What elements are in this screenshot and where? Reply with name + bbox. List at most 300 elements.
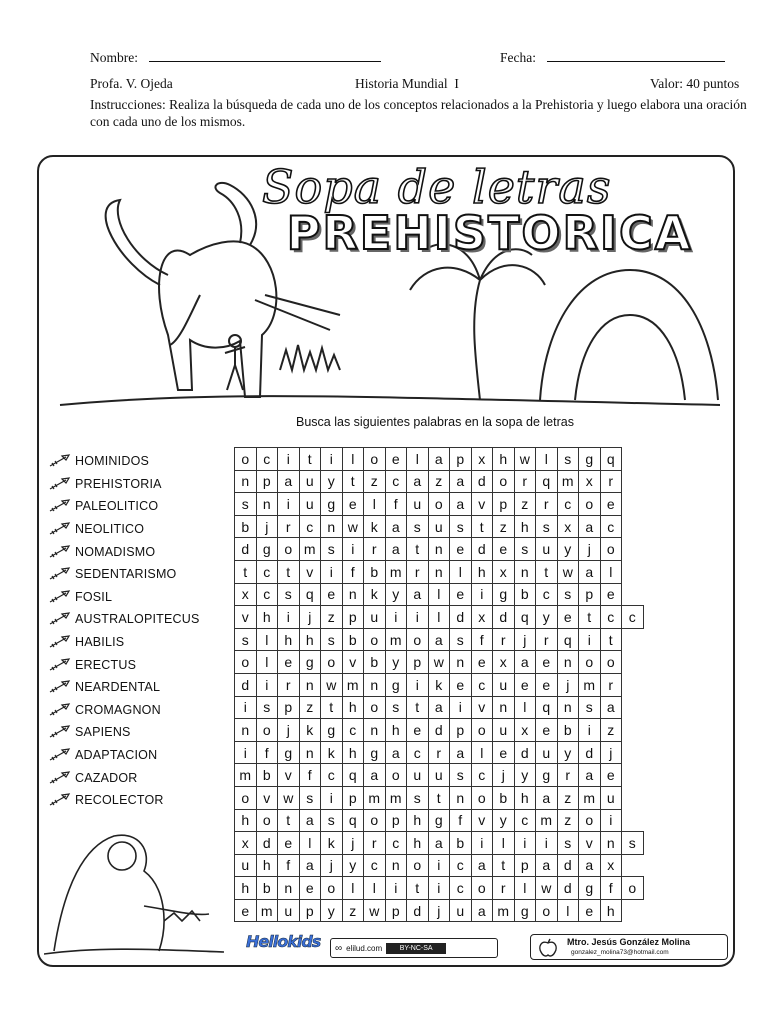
spear-icon: [48, 567, 72, 581]
grid-cell: s: [299, 786, 321, 809]
grid-cell: a: [471, 899, 493, 922]
grid-cell: b: [235, 515, 257, 538]
letter-grid: [234, 447, 644, 922]
grid-cell: v: [579, 832, 601, 855]
grid-cell: v: [471, 696, 493, 719]
grid-cell: z: [600, 719, 622, 742]
grid-cell: z: [493, 515, 515, 538]
cave-icon: [540, 270, 718, 400]
word-item: [48, 473, 200, 496]
grid-cell: e: [536, 719, 558, 742]
grid-cell: t: [342, 470, 364, 493]
grid-cell: m: [342, 673, 364, 696]
grid-cell: d: [450, 606, 472, 629]
palm-icon: [474, 280, 480, 400]
grid-cell: v: [299, 560, 321, 583]
grid-cell: i: [471, 832, 493, 855]
grid-cell: w: [428, 651, 450, 674]
grid-cell: h: [407, 809, 429, 832]
grid-cell: y: [557, 741, 579, 764]
word-label: HABILIS: [75, 635, 125, 650]
grid-cell: i: [235, 696, 257, 719]
grid-cell: d: [557, 854, 579, 877]
grid-cell: i: [579, 628, 601, 651]
grid-cell: a: [514, 651, 536, 674]
grid-cell: e: [493, 741, 515, 764]
grid-cell: o: [536, 899, 558, 922]
grid-cell: l: [407, 448, 429, 471]
caveman-illustration: [44, 826, 224, 956]
grid-cell: e: [493, 538, 515, 561]
grid-cell: k: [364, 515, 386, 538]
grid-row: [235, 696, 644, 719]
grid-cell: r: [536, 628, 558, 651]
grid-cell: y: [493, 809, 515, 832]
grid-cell: l: [342, 448, 364, 471]
grid-cell: s: [321, 628, 343, 651]
grid-cell: l: [514, 877, 536, 900]
grid-cell: a: [428, 696, 450, 719]
grid-cell: k: [321, 741, 343, 764]
grid-cell: x: [471, 606, 493, 629]
grid-cell: x: [235, 583, 257, 606]
grid-cell: a: [278, 470, 300, 493]
grid-cell: a: [385, 538, 407, 561]
grid-cell: o: [428, 493, 450, 516]
grid-cell: s: [450, 628, 472, 651]
grid-row: [235, 606, 644, 629]
grid-cell: h: [342, 741, 364, 764]
grid-cell: o: [471, 719, 493, 742]
grid-cell: r: [557, 764, 579, 787]
grid-cell: e: [600, 764, 622, 787]
grid-cell: c: [450, 854, 472, 877]
grid-cell: n: [364, 719, 386, 742]
grid-cell: o: [579, 493, 601, 516]
grid-cell: o: [471, 786, 493, 809]
grid-cell: c: [299, 515, 321, 538]
grid-cell: t: [299, 448, 321, 471]
grid-cell: o: [622, 877, 644, 900]
grid-cell: i: [278, 606, 300, 629]
grid-cell: h: [299, 628, 321, 651]
grid-cell: d: [471, 470, 493, 493]
grid-cell: d: [493, 606, 515, 629]
grid-cell: a: [600, 696, 622, 719]
grid-cell: o: [256, 809, 278, 832]
spear-icon: [48, 703, 72, 717]
word-item: [48, 721, 200, 744]
grid-cell: g: [385, 673, 407, 696]
grid-cell: j: [514, 628, 536, 651]
grid-cell: m: [536, 809, 558, 832]
grid-cell: q: [536, 470, 558, 493]
word-label: FOSIL: [75, 589, 113, 604]
grid-cell: f: [256, 741, 278, 764]
grid-cell: o: [493, 470, 515, 493]
grid-cell: k: [299, 719, 321, 742]
grid-cell: b: [557, 719, 579, 742]
grid-cell: e: [235, 899, 257, 922]
spear-icon: [48, 725, 72, 739]
grid-cell: g: [514, 899, 536, 922]
grid-cell: i: [600, 809, 622, 832]
grid-cell: l: [364, 493, 386, 516]
grid-cell: v: [278, 764, 300, 787]
grid-cell: w: [364, 899, 386, 922]
grid-cell: a: [450, 493, 472, 516]
grid-row: [235, 719, 644, 742]
grid-cell: h: [342, 696, 364, 719]
grid-cell: y: [557, 538, 579, 561]
grid-cell: v: [471, 493, 493, 516]
grid-cell: j: [557, 673, 579, 696]
grid-cell: a: [364, 764, 386, 787]
grid-cell: a: [579, 854, 601, 877]
grid-row: [235, 583, 644, 606]
grid-cell: b: [342, 628, 364, 651]
grid-cell: c: [342, 719, 364, 742]
grid-cell: t: [579, 606, 601, 629]
grid-cell: t: [407, 696, 429, 719]
grid-cell: u: [493, 673, 515, 696]
grid-cell: u: [493, 719, 515, 742]
grid-cell: c: [471, 764, 493, 787]
grid-cell: y: [514, 764, 536, 787]
grid-cell: i: [385, 606, 407, 629]
grid-cell: i: [407, 606, 429, 629]
grid-cell: a: [299, 854, 321, 877]
word-label: SEDENTARISMO: [75, 567, 177, 582]
grid-cell: g: [321, 719, 343, 742]
grid-cell: l: [536, 448, 558, 471]
grid-cell: e: [321, 583, 343, 606]
grid-cell: r: [536, 493, 558, 516]
grid-cell: y: [385, 583, 407, 606]
grid-cell: i: [278, 493, 300, 516]
grid-cell: e: [299, 877, 321, 900]
grid-cell: g: [321, 493, 343, 516]
spear-icon: [48, 680, 72, 694]
grid-cell: a: [299, 809, 321, 832]
grid-cell: u: [278, 899, 300, 922]
grid-cell: n: [428, 560, 450, 583]
puzzle-subtitle: Busca las siguientes palabras en la sopa de letras: [296, 415, 574, 429]
grid-cell: x: [493, 651, 515, 674]
grid-cell: q: [600, 448, 622, 471]
grid-cell: c: [600, 606, 622, 629]
grid-cell: o: [600, 538, 622, 561]
grid-cell: l: [514, 696, 536, 719]
grid-cell: a: [385, 515, 407, 538]
grid-cell: a: [407, 470, 429, 493]
grid-cell: u: [536, 538, 558, 561]
word-label: PALEOLITICO: [75, 499, 159, 514]
grid-cell: l: [493, 832, 515, 855]
word-label: NEARDENTAL: [75, 680, 161, 695]
grid-cell: p: [493, 493, 515, 516]
grid-cell: i: [235, 741, 257, 764]
date-blank: [547, 61, 725, 62]
grid-cell: o: [579, 809, 601, 832]
word-label: ERECTUS: [75, 657, 137, 672]
cc-license-badge: BY-NC-SA: [386, 943, 446, 954]
grid-row: [235, 854, 644, 877]
grid-cell: z: [557, 809, 579, 832]
grid-cell: g: [364, 741, 386, 764]
grid-cell: h: [256, 854, 278, 877]
grid-cell: i: [450, 696, 472, 719]
grid-cell: h: [256, 606, 278, 629]
grid-cell: l: [299, 832, 321, 855]
grid-cell: g: [299, 651, 321, 674]
grid-cell: f: [600, 877, 622, 900]
spear-icon: [48, 499, 72, 513]
grid-cell: j: [299, 606, 321, 629]
grid-cell: b: [493, 786, 515, 809]
grid-cell: p: [514, 854, 536, 877]
grid-cell: m: [579, 673, 601, 696]
spear-icon: [48, 748, 72, 762]
grid-cell: w: [557, 560, 579, 583]
grid-cell: s: [321, 538, 343, 561]
spear-icon: [48, 590, 72, 604]
grid-row: [235, 560, 644, 583]
grid-cell: b: [514, 583, 536, 606]
grid-cell: u: [299, 493, 321, 516]
license-box: [330, 938, 498, 958]
grid-cell: o: [364, 448, 386, 471]
grid-cell: i: [428, 854, 450, 877]
spear-icon: [48, 454, 72, 468]
grid-cell: k: [428, 673, 450, 696]
grid-cell: t: [235, 560, 257, 583]
grid-cell: q: [342, 809, 364, 832]
grid-cell: o: [579, 651, 601, 674]
grid-cell: a: [579, 560, 601, 583]
grid-cell: t: [278, 809, 300, 832]
grid-cell: q: [342, 764, 364, 787]
grid-cell: f: [342, 560, 364, 583]
word-label: SAPIENS: [75, 725, 131, 740]
grid-cell: o: [235, 651, 257, 674]
grid-cell: d: [235, 538, 257, 561]
grid-cell: m: [235, 764, 257, 787]
grid-cell: z: [428, 470, 450, 493]
grid-cell: i: [579, 719, 601, 742]
grid-row: [235, 741, 644, 764]
grid-cell: o: [364, 809, 386, 832]
grid-cell: g: [428, 809, 450, 832]
grid-cell: t: [407, 538, 429, 561]
grid-cell: j: [321, 854, 343, 877]
grid-cell: e: [579, 899, 601, 922]
grid-row: [235, 628, 644, 651]
grid-cell: h: [514, 786, 536, 809]
grid-cell: c: [385, 832, 407, 855]
grid-cell: t: [428, 786, 450, 809]
grid-cell: m: [579, 786, 601, 809]
grid-cell: a: [407, 583, 429, 606]
date-field: [500, 50, 725, 66]
grid-cell: s: [557, 448, 579, 471]
puzzle-title-script: Sopa de letras: [262, 160, 612, 214]
spear-icon: [48, 635, 72, 649]
grid-cell: b: [256, 877, 278, 900]
grid-cell: s: [278, 583, 300, 606]
grid-cell: j: [428, 899, 450, 922]
grid-cell: n: [364, 673, 386, 696]
word-item: [48, 766, 200, 789]
grid-cell: p: [299, 899, 321, 922]
grid-cell: e: [600, 493, 622, 516]
word-item: [48, 518, 200, 541]
word-item: [48, 699, 200, 722]
grid-cell: w: [514, 448, 536, 471]
grid-cell: o: [364, 696, 386, 719]
grid-cell: t: [407, 877, 429, 900]
grid-cell: z: [321, 606, 343, 629]
grid-cell: r: [364, 832, 386, 855]
grid-cell: g: [579, 877, 601, 900]
grid-cell: g: [536, 764, 558, 787]
grid-cell: p: [450, 448, 472, 471]
grid-cell: s: [557, 832, 579, 855]
grid-cell: o: [278, 538, 300, 561]
grid-cell: g: [278, 741, 300, 764]
grid-cell: a: [579, 764, 601, 787]
grid-cell: w: [321, 673, 343, 696]
grid-cell: s: [579, 696, 601, 719]
grid-cell: d: [579, 741, 601, 764]
grid-cell: n: [256, 493, 278, 516]
grid-cell: c: [256, 583, 278, 606]
points-value: Valor: 40 puntos: [650, 76, 740, 91]
grid-cell: s: [235, 493, 257, 516]
grid-cell: l: [256, 628, 278, 651]
author-name: Mtro. Jesús González Molina: [567, 937, 691, 947]
grid-cell: h: [385, 719, 407, 742]
grid-cell: n: [299, 741, 321, 764]
grid-cell: r: [407, 560, 429, 583]
word-label: RECOLECTOR: [75, 793, 164, 808]
grid-cell: w: [278, 786, 300, 809]
grid-cell: z: [514, 493, 536, 516]
name-blank: [149, 61, 381, 62]
grid-cell: f: [299, 764, 321, 787]
grid-cell: j: [256, 515, 278, 538]
grid-cell: e: [450, 538, 472, 561]
grid-cell: g: [256, 538, 278, 561]
grid-row: [235, 832, 644, 855]
grid-cell: z: [299, 696, 321, 719]
grid-cell: a: [471, 854, 493, 877]
grid-cell: a: [428, 628, 450, 651]
grid-row: [235, 651, 644, 674]
grid-cell: r: [493, 877, 515, 900]
grid-cell: r: [514, 470, 536, 493]
grid-cell: o: [235, 448, 257, 471]
grid-cell: e: [471, 651, 493, 674]
grid-cell: u: [299, 470, 321, 493]
grid-cell: m: [385, 786, 407, 809]
grid-cell: s: [407, 515, 429, 538]
grid-cell: e: [278, 651, 300, 674]
grid-cell: m: [493, 899, 515, 922]
grid-cell: x: [471, 448, 493, 471]
grid-cell: s: [514, 538, 536, 561]
grid-cell: w: [536, 877, 558, 900]
grid-cell: e: [450, 673, 472, 696]
puzzle-title-block: PREHISTORICA: [286, 206, 693, 260]
grid-cell: b: [450, 832, 472, 855]
grid-cell: l: [450, 560, 472, 583]
word-item: [48, 676, 200, 699]
word-list: [48, 450, 200, 812]
grid-cell: x: [579, 470, 601, 493]
grid-cell: u: [428, 515, 450, 538]
word-item: [48, 653, 200, 676]
grid-cell: b: [256, 764, 278, 787]
grid-cell: o: [256, 719, 278, 742]
grid-cell: f: [471, 628, 493, 651]
grid-cell: r: [278, 673, 300, 696]
grid-cell: y: [342, 854, 364, 877]
grid-cell: h: [514, 515, 536, 538]
mammoth-icon: [159, 241, 276, 397]
grid-cell: t: [493, 854, 515, 877]
word-label: HOMINIDOS: [75, 454, 150, 469]
grid-cell: j: [579, 538, 601, 561]
grid-cell: a: [536, 854, 558, 877]
grid-cell: y: [321, 470, 343, 493]
grid-cell: s: [235, 628, 257, 651]
grid-cell: r: [364, 538, 386, 561]
grid-cell: h: [407, 832, 429, 855]
grid-cell: h: [600, 899, 622, 922]
grid-cell: q: [557, 628, 579, 651]
grid-cell: f: [385, 493, 407, 516]
grid-cell: s: [536, 515, 558, 538]
grid-cell: i: [278, 448, 300, 471]
grid-cell: l: [471, 741, 493, 764]
grid-cell: z: [342, 899, 364, 922]
grid-cell: n: [299, 673, 321, 696]
grid-cell: n: [493, 696, 515, 719]
grid-cell: j: [493, 764, 515, 787]
grid-cell: i: [342, 538, 364, 561]
grid-cell: l: [428, 583, 450, 606]
grid-row: [235, 493, 644, 516]
grid-cell: m: [557, 470, 579, 493]
grid-cell: l: [428, 606, 450, 629]
grid-cell: c: [471, 673, 493, 696]
name-label: Nombre:: [90, 50, 138, 65]
grid-cell: r: [493, 628, 515, 651]
grid-cell: e: [536, 651, 558, 674]
word-item: [48, 744, 200, 767]
grid-cell: f: [450, 809, 472, 832]
grid-cell: s: [622, 832, 644, 855]
grid-row: [235, 786, 644, 809]
grid-cell: h: [493, 448, 515, 471]
grid-cell: k: [321, 832, 343, 855]
grid-cell: a: [450, 470, 472, 493]
word-item: [48, 540, 200, 563]
grid-cell: i: [321, 448, 343, 471]
grid-cell: l: [557, 899, 579, 922]
spear-icon: [48, 771, 72, 785]
